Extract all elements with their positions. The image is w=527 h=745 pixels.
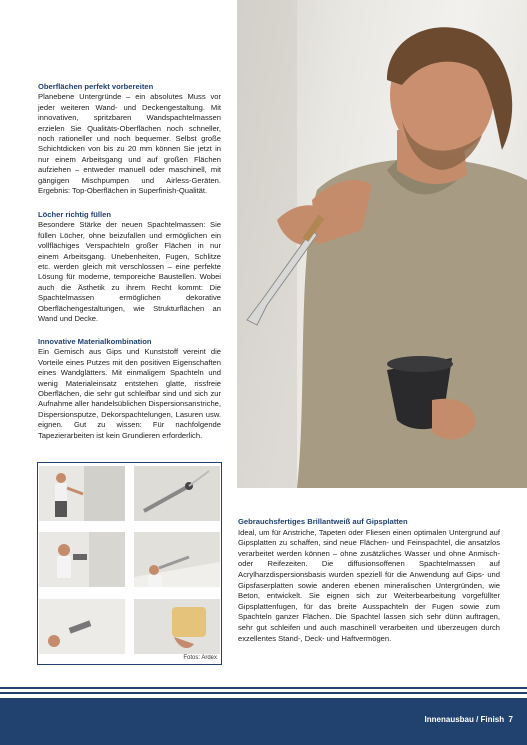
- photo-credit: Fotos: Ardex: [183, 655, 217, 661]
- footer-page-label: Innenausbau / Finish 7: [424, 715, 513, 724]
- section-title: Innovative Materialkombination: [38, 337, 152, 346]
- article-section-material: [38, 337, 221, 441]
- section-body: Ideal, um für Anstriche, Tapeten oder Fliesen einen optimalen Untergrund auf Gipsplatten zu schaffen, sind neue Flächen- und Feinspachtel, die ansatzlos verarbeitet werden können – ohne zusätzliches Wasser und ohne Anmisch- oder Reifezeiten. Die diffusionsoffenen Spachtelmassen auf Acrylharzdispersionsbasis wurden speziell für die Anwendung auf Gips- und Gipsfaserplatten sowie anderen ebenen mineralischen Untergründen, wie Beton, entwickelt. Sie eignen sich zur Weiterbearbeitung vorgefüllter Gipsplattenfugen, für das breite Ausspachteln der Fugen sowie zum Spachteln ganzer Flächen. Die Spachtel lassen sich sehr dünn auftragen, sehr gut schleifen und auch maschinell verarbeiten und überzeugen durch exzellentes Stand-, Deck- und Haftvermögen.: [238, 527, 500, 643]
- thumbnail-photo: [39, 466, 125, 521]
- section-title: Löcher richtig füllen: [38, 210, 111, 219]
- article-section-holes: [38, 210, 221, 324]
- footer-stripe: [0, 692, 527, 694]
- section-title: Oberflächen perfekt vorbereiten: [38, 82, 154, 91]
- section-body: Besondere Stärke der neuen Spachtelmassen: Sie füllen Löcher, ohne beizufallen und ermöglichen ein vollflächiges Verspachteln großer Flächen in nur einem Arbeitsgang. Unebenheiten, Fugen, Schlitze etc. werden gleich mit verschlossen – eine perfekte Lösung für moderne, temporeiche Baustellen. Wobei auch die Ästhetik zu ihrem Recht kommt: Die Spachtelmassen ermöglichen dekorative Oberflächengestaltungen, wie Strukturflächen an Wand und Decke.: [38, 220, 221, 324]
- thumbnail-photo: [39, 599, 125, 654]
- photo-gallery: [37, 462, 222, 665]
- thumbnail-photo: [39, 532, 125, 587]
- section-body: Planebene Untergründe – ein absolutes Muss vor jeder weiteren Wand- und Deckengestaltung. Mit innovativen, spritzbaren Wandspachtelmassen erzielen Sie Qualitäts-Oberflächen noch schneller, noch rationeller und noch bequemer. Selbst große Schichtdicken von bis zu 20 mm können Sie jetzt in nur einem Arbeitsgang und auf großen Flächen aufziehen – entweder manuell oder maschinell, mit gängigen Mischpumpen und Airless-Geräten. Ergebnis: Top-Oberflächen in Superfinish-Qualität.: [38, 92, 221, 196]
- thumbnail-photo: [134, 599, 220, 654]
- article-section-surfaces: [38, 82, 221, 196]
- footer-stripe: [0, 687, 527, 689]
- worker-photo: [237, 0, 527, 488]
- thumbnail-photo: [134, 532, 220, 587]
- thumbnail-photo: [134, 466, 220, 521]
- section-body: Ein Gemisch aus Gips und Kunststoff vereint die Vorteile eines Putzes mit den positiven Eigenschaften eines Wandglätters. Mit einmaligem Spachteln und wenig Materialeinsatz entstehen glatte, rissfreie Oberflächen, die sehr gut schleifbar sind und sich zur Aufnahme aller handelsüblichen Dispersionsanstriche, Dispersionsputze, Dekorspachtelungen, Lasuren usw. eignen. Gut zu wissen: Für nachfolgende Tapezierarbeiten ist kein Grundieren erforderlich.: [38, 347, 221, 440]
- worker-illustration: [237, 0, 527, 488]
- section-title: Gebrauchsfertiges Brillantweiß auf Gipsplatten: [238, 517, 408, 526]
- article-section-brilliant-white: [238, 517, 500, 644]
